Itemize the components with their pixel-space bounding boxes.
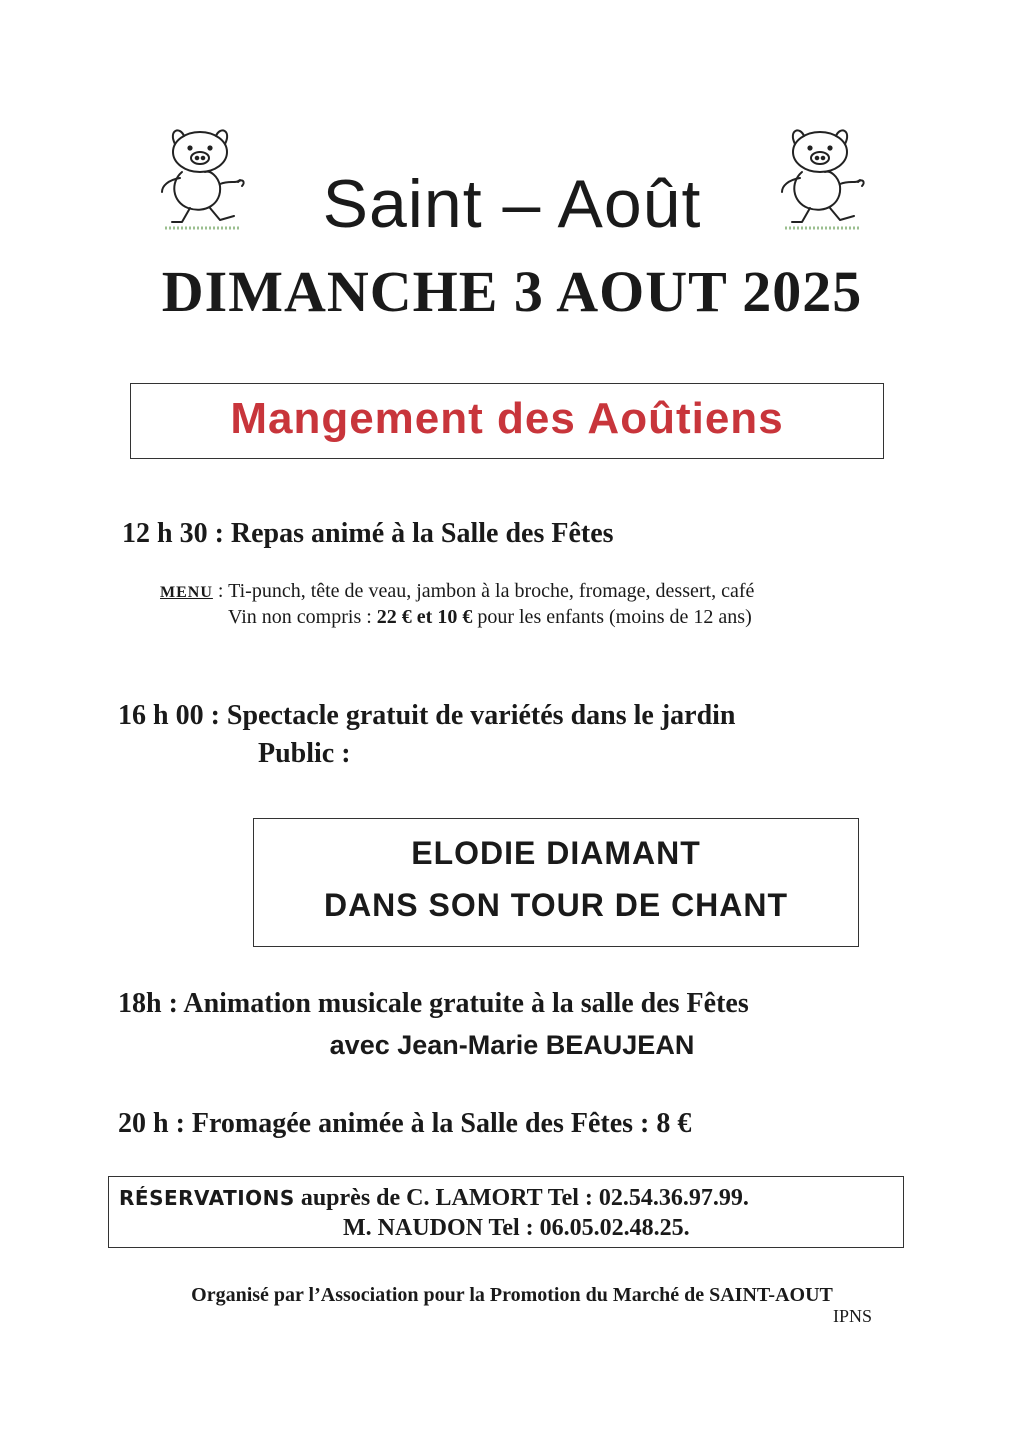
- event-name-box: [130, 383, 884, 459]
- artist-box: [253, 818, 859, 947]
- price-prefix: Vin non compris :: [228, 606, 377, 628]
- cheese-heading: 20 h : Fromagée animée à la Salle des Fêtes : 8 €: [118, 1108, 692, 1139]
- poster-title: Saint – Août: [322, 166, 702, 242]
- price-suffix: pour les enfants (moins de 12 ans): [472, 606, 752, 628]
- menu-items: : Ti-punch, tête de veau, jambon à la broche, fromage, dessert, café: [212, 580, 755, 602]
- price-line: [228, 606, 752, 629]
- event-name: Mangement des Aoûtiens: [230, 394, 784, 443]
- reservations-contact-1: auprès de C. LAMORT Tel : 02.54.36.97.99.: [294, 1185, 749, 1211]
- event-date: DIMANCHE 3 AOUT 2025: [161, 259, 863, 324]
- price-values: 22 € et 10 €: [376, 606, 473, 628]
- reservations-contact-2: M. NAUDON Tel : 06.05.02.48.25.: [343, 1215, 690, 1241]
- artist-line-2: DANS SON TOUR DE CHANT: [323, 887, 789, 923]
- menu-line: [160, 580, 754, 603]
- music-performer: avec Jean-Marie BEAUJEAN: [329, 1030, 695, 1060]
- show-heading: 16 h 00 : Spectacle gratuit de variétés dans le jardin: [118, 700, 736, 731]
- reservations-line-1: [119, 1185, 749, 1212]
- reservations-box: [108, 1176, 904, 1248]
- music-heading: 18h : Animation musicale gratuite à la salle des Fêtes: [118, 988, 749, 1019]
- show-heading-cont: Public :: [258, 738, 351, 769]
- ipns-mark: IPNS: [833, 1306, 873, 1326]
- reservations-label: RÉSERVATIONS: [119, 1186, 295, 1210]
- organizer-line: Organisé par l’Association pour la Promotion du Marché de SAINT-AOUT: [191, 1284, 833, 1306]
- artist-line-1: ELODIE DIAMANT: [411, 835, 701, 871]
- menu-label: MENU: [160, 584, 213, 601]
- lunch-heading: 12 h 30 : Repas animé à la Salle des Fêtes: [122, 518, 614, 549]
